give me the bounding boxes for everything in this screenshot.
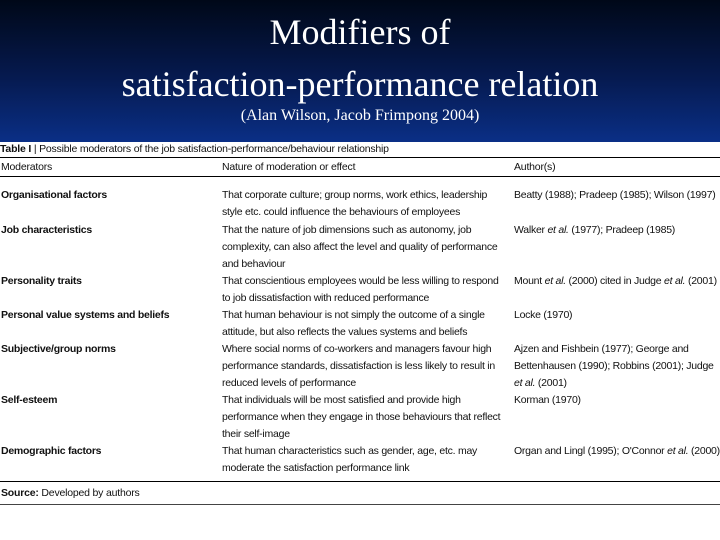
moderator-cell: Self-esteem <box>1 394 58 406</box>
moderator-cell: Subjective/group norms <box>1 343 116 355</box>
authors-cell: Organ and Lingl (1995); O'Connor et al. (2000) <box>514 445 720 457</box>
column-header-moderators: Moderators <box>1 161 53 173</box>
table-bottom-rule <box>0 481 720 482</box>
effect-cell: That conscientious employees would be less willing to respond to job dissatisfaction with reduced performance <box>222 275 499 304</box>
slide-header <box>0 0 720 142</box>
moderator-cell: Personal value systems and beliefs <box>1 309 170 321</box>
moderator-cell: Job characteristics <box>1 224 92 236</box>
moderator-cell: Organisational factors <box>1 189 107 201</box>
authors-cell: Locke (1970) <box>514 309 573 321</box>
effect-cell: That human behaviour is not simply the outcome of a single attitude, but also reflects the values systems and beliefs <box>222 309 485 338</box>
slide-subtitle: (Alan Wilson, Jacob Frimpong 2004) <box>240 107 480 124</box>
authors-cell: Korman (1970) <box>514 394 581 406</box>
authors-cell: Ajzen and Fishbein (1977); George and Bettenhausen (1990); Robbins (2001); Judge et al. (2001) <box>514 343 714 389</box>
table-top-rule <box>0 157 720 158</box>
column-header-authors: Author(s) <box>514 161 556 173</box>
effect-cell: That the nature of job dimensions such as autonomy, job complexity, can also affect the level and quality of performance and behaviour <box>222 224 498 270</box>
table-caption-divider: | <box>33 143 37 155</box>
effect-cell: That human characteristics such as gender, age, etc. may moderate the satisfaction performance link <box>222 445 478 474</box>
slide-title-line1: Modifiers of <box>269 12 451 52</box>
table-end-rule <box>0 504 720 505</box>
authors-cell: Walker et al. (1977); Pradeep (1985) <box>514 224 676 236</box>
effect-cell: That individuals will be most satisfied and provide high performance when they engage in those behaviours that reflect their self-image <box>222 394 501 440</box>
table-header-rule <box>0 176 720 177</box>
effect-cell: That corporate culture; group norms, work ethics, leadership style etc. could influence the behaviours of employees <box>222 189 488 218</box>
slide-title-line2: satisfaction-performance relation <box>121 64 599 104</box>
authors-cell: Mount et al. (2000) cited in Judge et al. (2001) <box>514 275 717 287</box>
moderator-cell: Personality traits <box>1 275 82 287</box>
table-caption-text: Possible moderators of the job satisfaction-performance/behaviour relationship <box>39 143 389 155</box>
source-text: Developed by authors <box>41 487 140 499</box>
column-header-effect: Nature of moderation or effect <box>222 161 356 173</box>
authors-cell: Beatty (1988); Pradeep (1985); Wilson (1997) <box>514 189 716 201</box>
moderators-table <box>0 142 720 540</box>
source-label: Source: <box>1 487 39 499</box>
table-caption <box>0 142 389 157</box>
effect-cell: Where social norms of co-workers and managers favour high performance standards, dissatisfaction is less likely to result in reduced levels of performance <box>222 343 495 389</box>
table-caption-label: Table I <box>0 143 32 155</box>
moderator-cell: Demographic factors <box>1 445 102 457</box>
table-source-note <box>1 485 140 502</box>
